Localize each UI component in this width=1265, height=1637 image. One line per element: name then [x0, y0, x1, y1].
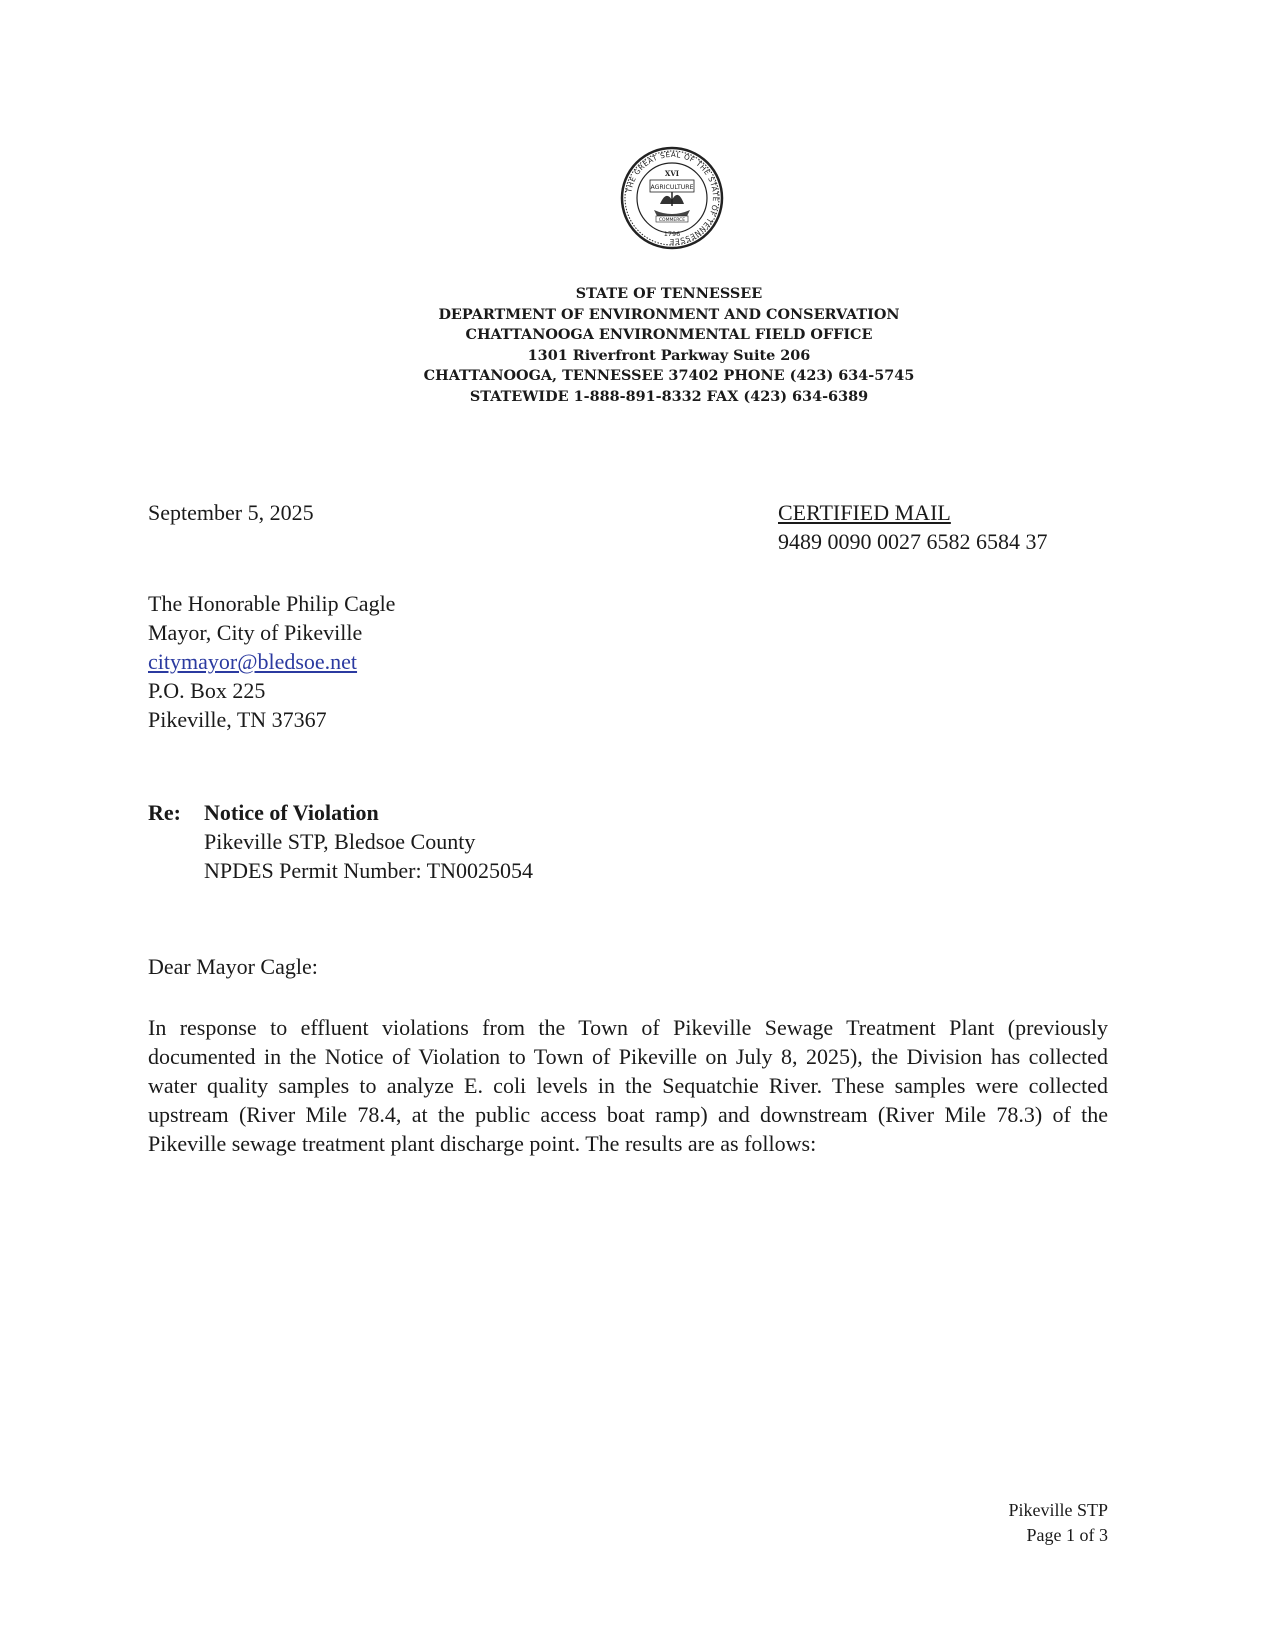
footer-facility: Pikeville STP [1008, 1500, 1108, 1520]
footer-page-number: Page 1 of 3 [1026, 1525, 1108, 1545]
recipient-address [148, 589, 395, 734]
subject-permit-number: NPDES Permit Number: TN0025054 [204, 858, 533, 883]
page-footer [1008, 1498, 1108, 1548]
letterhead-office: CHATTANOOGA ENVIRONMENTAL FIELD OFFICE [465, 326, 873, 343]
certified-mail-block [778, 498, 1048, 556]
state-seal-icon [620, 146, 724, 250]
salutation: Dear Mayor Cagle: [148, 954, 318, 979]
letterhead-statewide-fax: STATEWIDE 1-888-891-8332 FAX (423) 634-6389 [469, 387, 869, 405]
certified-mail-label: CERTIFIED MAIL [778, 500, 951, 525]
letterhead-state: STATE OF TENNESSEE [575, 285, 763, 302]
recipient-city-state-zip: Pikeville, TN 37367 [148, 707, 327, 732]
letter-date: September 5, 2025 [148, 500, 314, 525]
subject-facility: Pikeville STP, Bledsoe County [204, 829, 476, 854]
certified-mail-number: 9489 0090 0027 6582 6584 37 [778, 529, 1048, 554]
subject-label: Re: [148, 800, 181, 825]
svg-text:COMMERCE: COMMERCE [658, 218, 686, 223]
subject-title: Notice of Violation [204, 800, 379, 825]
recipient-name: The Honorable Philip Cagle [148, 591, 396, 616]
recipient-email-link[interactable]: citymayor@bledsoe.net [148, 649, 358, 674]
letterhead-street-address: 1301 Riverfront Parkway Suite 206 [527, 346, 811, 364]
svg-text:THE GREAT SEAL OF THE STATE OF: THE GREAT SEAL OF THE STATE OF TENNESSEE [624, 149, 721, 247]
letterhead [0, 284, 1265, 407]
recipient-title: Mayor, City of Pikeville [148, 620, 363, 645]
body-paragraph: In response to effluent violations from the Town of Pikeville Sewage Treatment Plant (previously documented in the Notice of Violation to Town of Pikeville on July 8, 2025), the Division has collected water quality samples to analyze E. coli levels in the Sequatchie River. These samples were collected upstream (River Mile 78.4, at the public access boat ramp) and downstream (River Mile 78.3) of the Pikeville sewage treatment plant discharge point. The results are as follows: [148, 1015, 1108, 1156]
svg-text:1796: 1796 [663, 230, 681, 238]
letterhead-department: DEPARTMENT OF ENVIRONMENT AND CONSERVATION [438, 305, 900, 323]
letterhead-city-phone: CHATTANOOGA, TENNESSEE 37402 PHONE (423) 634-5745 [423, 367, 915, 384]
svg-text:AGRICULTURE: AGRICULTURE [650, 184, 694, 191]
recipient-po-box: P.O. Box 225 [148, 678, 266, 703]
svg-text:XVI: XVI [664, 169, 680, 178]
